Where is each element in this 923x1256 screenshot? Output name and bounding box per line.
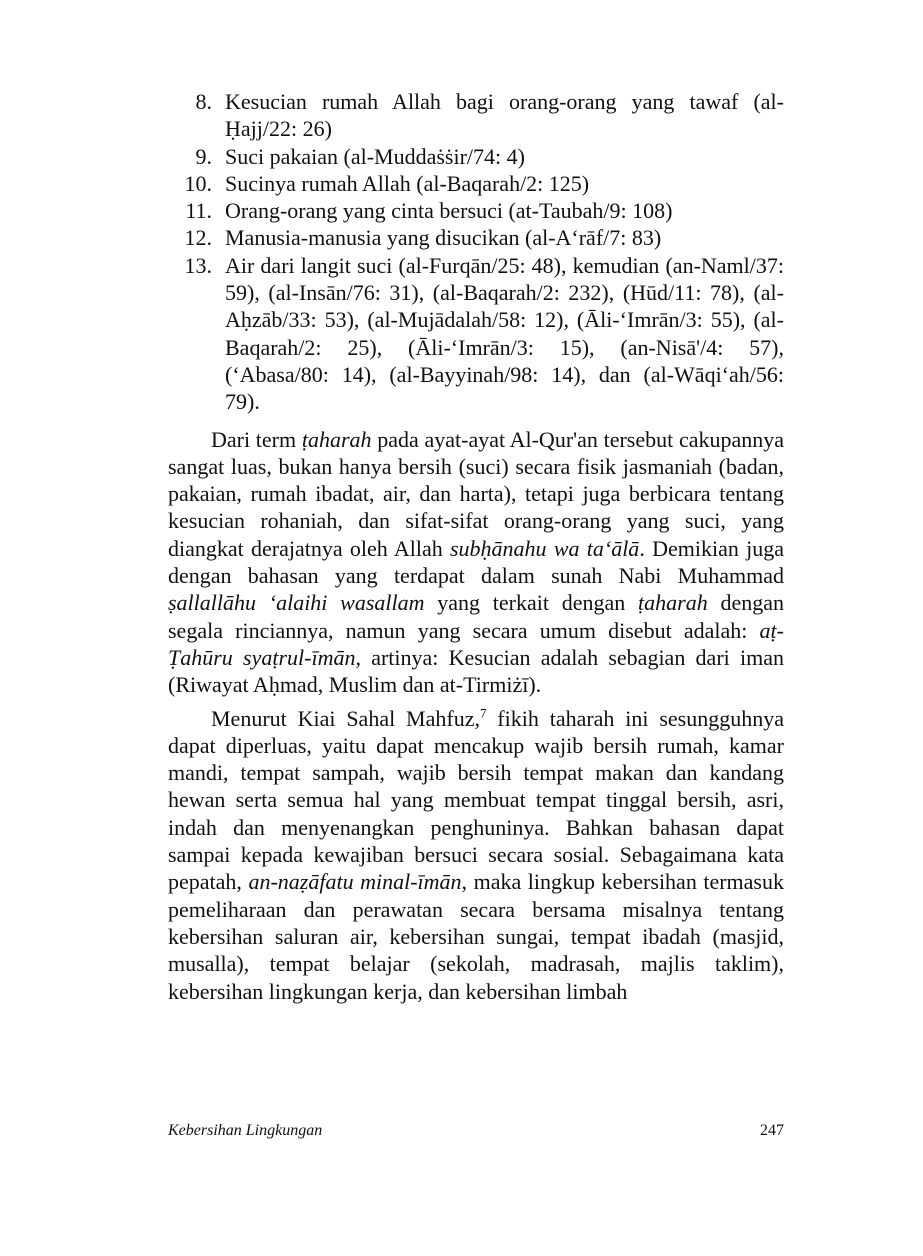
page-footer	[168, 1122, 784, 1140]
text-run: . Demikian juga dengan bahasan yang terdapat dalam sunah Nabi Muhammad	[168, 535, 784, 589]
list-item	[168, 252, 784, 416]
text-run: pada ayat-ayat Al-Qur'an tersebut cakupannya sangat luas, bukan hanya bersih (suci) secara fisik jasmaniah (badan, pakaian, rumah ibadat, air, dan harta), tetapi juga berbicara tentang kesucian rohaniah, dan sifat-sifat orang-orang yang suci, yang diangkat derajatnya oleh Allah	[168, 426, 784, 561]
list-item	[168, 170, 784, 197]
running-footer-title: Kebersihan Lingkungan	[168, 1122, 323, 1139]
page-number: 247	[760, 1122, 784, 1139]
footnote-reference[interactable]: 7	[479, 705, 487, 721]
list-text: Air dari langit suci (al-Furqān/25: 48), kemudian (an-Naml/37: 59), (al-Insān/76: 31), (al-Baqarah/2: 232), (Hūd/11: 78), (al-Aḥzāb/33: 53), (al-Mujādalah/58: 12), (Āli-‘Imrān/3: 55), (al-Baqarah/2: 25), (Āli-‘Imrān/3: 15), (an-Nisā'/4: 57), (‘Abasa/80: 14), (al-Bayyinah/98: 14), dan (al-Wāqi‘ah/56: 79).	[225, 252, 784, 415]
list-number: 8.	[195, 89, 212, 114]
italic-term: an-naẓāfatu minal-īmān	[248, 869, 462, 895]
numbered-list	[168, 88, 784, 416]
list-text: Manusia-manusia yang disucikan (al-A‘rāf/7: 83)	[225, 225, 662, 251]
list-number: 10.	[184, 170, 212, 196]
italic-term: ṣallallāhu ‘alaihi wasallam	[168, 590, 425, 616]
text-run: Menurut Kiai Sahal Mahfuz,	[211, 705, 480, 731]
list-number: 13.	[184, 252, 212, 278]
list-text: Sucinya rumah Allah (al-Baqarah/2: 125)	[225, 170, 590, 196]
italic-term: ṭaharah	[301, 426, 372, 452]
list-text: Suci pakaian (al-Muddaṡṡir/74: 4)	[225, 143, 525, 169]
text-run: fikih taharah ini sesungguhnya dapat diperluas, yaitu dapat mencakup wajib bersih rumah, kamar mandi, tempat sampah, wajib bersih tempat makan dan kandang hewan serta semua hal yang membuat tempat tinggal bersih, asri, indah dan menyenangkan penghuninya. Bahkan bahasan dapat sampai kepada kewajiban bersuci secara sosial. Sebagaimana kata pepatah,	[168, 705, 784, 895]
text-run: Dari term	[211, 426, 302, 452]
list-text: Orang-orang yang cinta bersuci (at-Taubah/9: 108)	[225, 198, 673, 224]
list-number: 9.	[195, 143, 212, 169]
list-item	[168, 224, 784, 251]
list-text: Kesucian rumah Allah bagi orang-orang yang tawaf (al-Ḥajj/22: 26)	[225, 89, 784, 142]
list-item	[168, 143, 784, 170]
text-run: , maka lingkup kebersihan termasuk pemeliharaan dan perawatan secara bersama misalnya tentang kebersihan saluran air, kebersihan sungai, tempat ibadah (masjid, musalla), tempat belajar (sekolah, madrasah, majlis taklim), kebersihan lingkungan kerja, dan kebersihan limbah	[168, 869, 784, 1004]
list-number: 12.	[184, 225, 212, 251]
italic-term: subḥānahu wa ta‘ālā	[449, 535, 640, 561]
italic-term: aṭ-Ṭahūru syaṭrul-īmān	[168, 617, 784, 670]
text-run: yang terkait dengan	[424, 590, 639, 616]
italic-term: ṭaharah	[638, 590, 708, 616]
list-number: 11.	[185, 198, 212, 224]
page-body	[168, 88, 784, 1005]
body-paragraph-sahal-mahfuz	[168, 705, 784, 1005]
text-run: dengan segala rinciannya, namun yang secara umum disebut adalah:	[168, 590, 784, 643]
body-paragraph-taharah-scope	[168, 426, 784, 699]
list-item	[168, 88, 784, 143]
list-item	[168, 197, 784, 224]
text-run: , artinya: Kesucian adalah sebagian dari iman (Riwayat Aḥmad, Muslim dan at-Tirmiżī).	[168, 644, 784, 698]
